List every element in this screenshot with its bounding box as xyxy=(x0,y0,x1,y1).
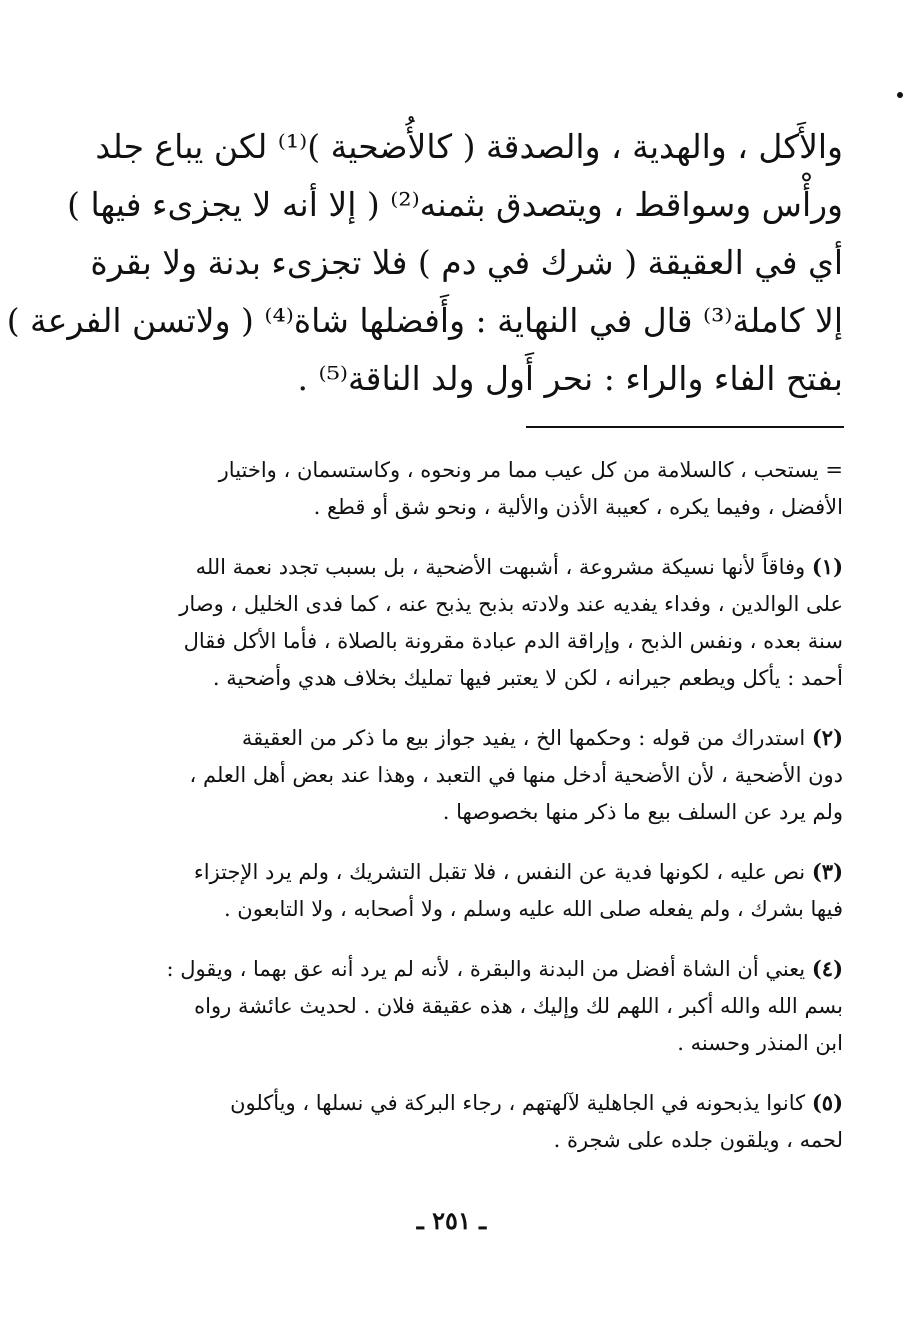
margin-dot xyxy=(897,92,903,98)
footnote-number: (٥) xyxy=(811,1090,843,1115)
footnote-4 xyxy=(98,950,843,1062)
footnote-1 xyxy=(98,548,843,697)
footnote-line: على الوالدين ، وفداء يفديه عند ولادته بذبح يذبح عنه ، كما فدى الخليل ، وصار xyxy=(179,592,843,616)
footnote-text: استدراك من قوله : وحكمها الخ ، يفيد جواز بيع ما ذكر من العقيقة xyxy=(241,726,806,750)
footnote-line: بسم الله والله أكبر ، اللهم لك وإليك ، هذه عقيقة فلان . لحديث عائشة رواه xyxy=(194,994,843,1018)
main-text-line: ورأْس وسواقط ، ويتصدق بثمنه⁽²⁾ ( إلا أنه لا يجزىء فيها ) xyxy=(67,185,843,224)
footnote-line: ولم يرد عن السلف بيع ما ذكر منها بخصوصها . xyxy=(442,800,843,824)
footnote-text: كانوا يذبحونه في الجاهلية لآلهتهم ، رجاء البركة في نسلها ، ويأكلون xyxy=(230,1091,806,1115)
main-text-line: إلا كاملة⁽³⁾ قال في النهاية : وأَفضلها شاة⁽⁴⁾ ( ولاتسن الفرعة ) xyxy=(6,301,843,340)
footnote-line: ابن المنذر وحسنه . xyxy=(677,1031,843,1055)
footnote-line: لحمه ، ويلقون جلده على شجرة . xyxy=(553,1128,843,1152)
footnote-line: فيها بشرك ، ولم يفعله صلى الله عليه وسلم ، ولا أصحابه ، ولا التابعون . xyxy=(223,897,843,921)
footnote-line: دون الأضحية ، لأن الأضحية أدخل منها في التعبد ، وهذا عند بعض أهل العلم ، xyxy=(189,763,843,787)
footnote-separator xyxy=(526,426,844,428)
footnote-number: (١) xyxy=(811,554,843,579)
footnote-number: (٤) xyxy=(811,956,843,981)
footnote-text: نص عليه ، لكونها فدية عن النفس ، فلا تقبل التشريك ، ولم يرد الإجتزاء xyxy=(193,860,806,884)
main-text-line: أي في العقيقة ( شرك في دم ) فلا تجزىء بدنة ولا بقرة xyxy=(90,243,843,282)
page-number: ـ ٢٥١ ـ xyxy=(416,1206,487,1235)
footnote-number: (٣) xyxy=(811,859,843,884)
footnote-continuation xyxy=(98,452,843,526)
footnote-line: سنة بعده ، ونفس الذبح ، وإراقة الدم عبادة مقرونة بالصلاة ، فأما الأكل فقال xyxy=(183,629,843,653)
main-text-line: بفتح الفاء والراء : نحر أَول ولد الناقة⁽⁵⁾ . xyxy=(297,359,843,398)
footnotes xyxy=(98,452,843,1181)
footnote-line xyxy=(98,1084,843,1122)
footnote-text: وفاقاً لأنها نسيكة مشروعة ، أشبهت الأضحية ، بل بسبب تجدد نعمة الله xyxy=(195,555,806,579)
footnote-line: الأفضل ، وفيما يكره ، كعيبة الأذن والألية ، ونحو شق أو قطع . xyxy=(313,495,843,519)
footnote-line xyxy=(98,548,843,586)
footnote-3 xyxy=(98,853,843,928)
footnote-line: أحمد : يأكل ويطعم جيرانه ، لكن لا يعتبر فيها تمليك بخلاف هدي وأضحية . xyxy=(212,666,843,690)
footnote-line xyxy=(98,719,843,757)
footnote-line xyxy=(98,853,843,891)
footnote-5 xyxy=(98,1084,843,1159)
main-text-line: والأَكل ، والهدية ، والصدقة ( كالأُضحية )⁽¹⁾ لكن يباع جلد xyxy=(95,127,843,166)
footnote-number: (٢) xyxy=(811,725,843,750)
footnote-line xyxy=(98,950,843,988)
footnote-2 xyxy=(98,719,843,831)
footnote-line: = يستحب ، كالسلامة من كل عيب مما مر ونحوه ، وكاستسمان ، واختيار xyxy=(218,458,843,482)
main-text xyxy=(6,118,843,408)
footnote-text: يعني أن الشاة أفضل من البدنة والبقرة ، لأنه لم يرد أنه عق بهما ، ويقول : xyxy=(166,957,806,981)
